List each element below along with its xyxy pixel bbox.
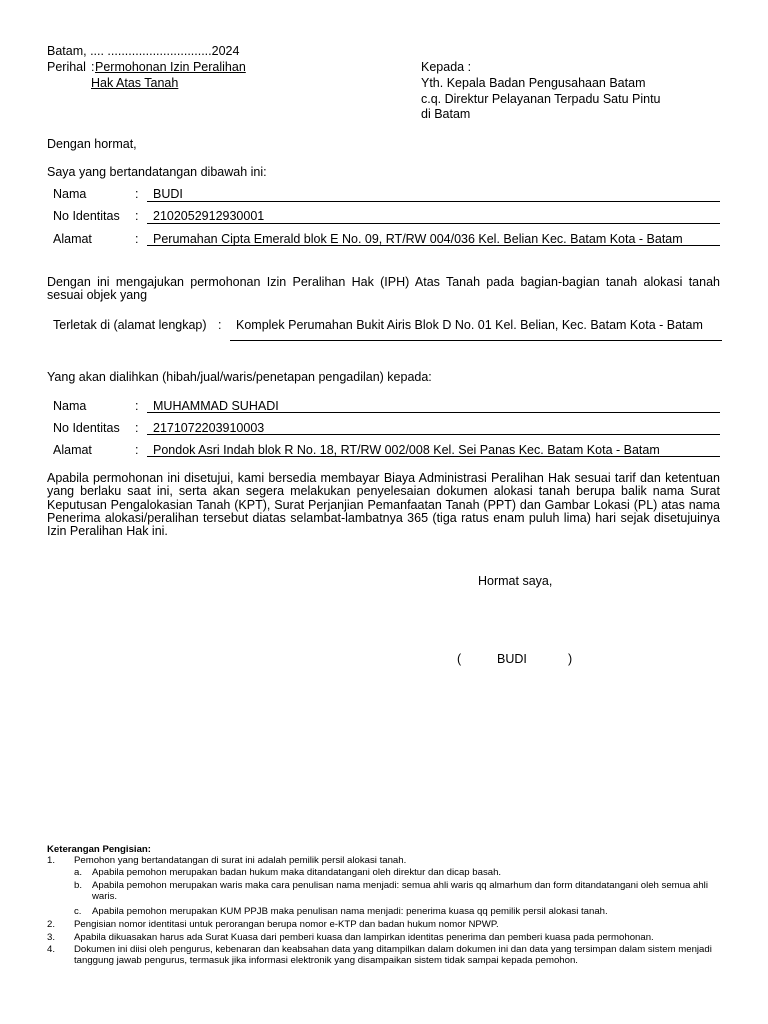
applicant-name-colon: : — [135, 187, 139, 201]
location-colon: : — [218, 318, 222, 332]
recipient-line-3: di Batam — [421, 107, 471, 121]
notes-title: Keterangan Pengisian: — [47, 844, 151, 855]
note-3-text: Apabila dikuasakan harus ada Surat Kuasa dari pemberi kuasa dan lampirkan identitas penerima dan pemberi kuasa pada permohonan. — [74, 932, 654, 943]
closing-greeting: Hormat saya, — [478, 574, 553, 588]
location-line — [230, 340, 722, 341]
statement-paragraph: Apabila permohonan ini disetujui, kami bersedia membayar Biaya Administrasi Peralihan Hak sesuai tarif dan ketentuan yang berlaku saat ini, serta akan segera melakukan penyelesaian dokumen alokasi tanah berupa balik nama Surat Keputusan Pengalokasian Tanah (KPT), Surat Perjanjian Pemanfaatan Tanah (PPT) dan Gambar Lokasi (PL) atas nama Penerima alokasi/peralihan tersebut diatas selambat-lambatnya 365 (tiga ratus enam puluh lima) hari sejak disetujuinya Izin Peralihan Hak ini. — [47, 471, 720, 539]
applicant-name-label: Nama — [53, 187, 87, 201]
applicant-id-value: 2102052912930001 — [153, 209, 265, 223]
applicant-name-value: BUDI — [153, 187, 183, 201]
note-1b-text: Apabila pemohon merupakan waris maka cara penulisan nama menjadi: semua ahli waris qq almarhum dan form ditandatangani oleh semua ahli waris. — [92, 880, 708, 902]
note-4-text: Dokumen ini diisi oleh pengurus, kebenaran dan keabsahan data yang ditampilkan dalam dokumen ini dan data yang tersimpan dalam sistem menjadi tanggung jawab pengurus, termasuk jika informasi elektronik yang disampaikan sistem tidak sampai kepada pemohon. — [74, 944, 712, 966]
transferee-id-colon: : — [135, 421, 139, 435]
location-label: Terletak di (alamat lengkap) — [53, 318, 207, 332]
applicant-address-label: Alamat — [53, 232, 92, 246]
recipient-line-2: c.q. Direktur Pelayanan Terpadu Satu Pintu — [421, 92, 661, 106]
transferee-id-label: No Identitas — [53, 421, 120, 435]
applicant-address-value: Perumahan Cipta Emerald blok E No. 09, RT/RW 004/036 Kel. Belian Kec. Batam Kota - Batam — [153, 232, 683, 246]
note-3-number: 3. — [47, 932, 56, 943]
transferee-id-line — [147, 434, 720, 435]
note-1c-letter: c. — [74, 906, 82, 917]
note-1c-text: Apabila pemohon merupakan KUM PPJB maka penulisan nama menjadi: penerima kuasa qq pemilik persil alokasi tanah. — [92, 906, 608, 917]
transferee-intro: Yang akan dialihkan (hibah/jual/waris/penetapan pengadilan) kepada: — [47, 370, 432, 384]
applicant-intro: Saya yang bertandatangan dibawah ini: — [47, 165, 267, 179]
recipient-line-1: Yth. Kepala Badan Pengusahaan Batam — [421, 76, 646, 90]
note-1a-letter: a. — [74, 867, 83, 878]
note-1-number: 1. — [47, 855, 56, 866]
applicant-name-line — [147, 201, 720, 202]
transferee-name-value: MUHAMMAD SUHADI — [153, 399, 279, 413]
place-date: Batam, .... ..............................2024 — [47, 44, 240, 58]
transferee-id-value: 2171072203910003 — [153, 421, 265, 435]
perihal-colon: : — [91, 60, 95, 74]
signer-name: BUDI — [497, 652, 527, 666]
transferee-address-line — [147, 456, 720, 457]
applicant-id-line — [147, 223, 720, 224]
note-1a-text: Apabila pemohon merupakan badan hukum maka ditandatangani oleh direktur dan dicap basah. — [92, 867, 502, 878]
transferee-name-line — [147, 412, 720, 413]
note-1b-letter: b. — [74, 880, 83, 891]
applicant-address-line — [147, 245, 720, 246]
note-4-number: 4. — [47, 944, 56, 955]
transferee-address-colon: : — [135, 443, 139, 457]
note-1-text: Pemohon yang bertandatangan di surat ini adalah pemilik persil alokasi tanah. — [74, 855, 407, 866]
signature-paren-close: ) — [568, 652, 573, 666]
note-2-text: Pengisian nomor identitasi untuk perorangan berupa nomor e-KTP dan badan hukum nomor NPWP. — [74, 919, 499, 930]
transferee-name-label: Nama — [53, 399, 87, 413]
greeting: Dengan hormat, — [47, 137, 137, 151]
applicant-id-colon: : — [135, 209, 139, 223]
subject-line-1: Permohonan Izin Peralihan — [95, 60, 246, 74]
subject-line-2: Hak Atas Tanah — [91, 76, 179, 90]
request-paragraph: Dengan ini mengajukan permohonan Izin Peralihan Hak (IPH) Atas Tanah pada bagian-bagian tanah alokasi tanah sesuai objek yang — [47, 275, 720, 303]
perihal-label: Perihal — [47, 60, 86, 74]
recipient-kepada: Kepada : — [421, 60, 472, 74]
applicant-id-label: No Identitas — [53, 209, 120, 223]
note-2-number: 2. — [47, 919, 56, 930]
signature-paren-open: ( — [457, 652, 462, 666]
transferee-address-label: Alamat — [53, 443, 92, 457]
applicant-address-colon: : — [135, 232, 139, 246]
transferee-name-colon: : — [135, 399, 139, 413]
location-value: Komplek Perumahan Bukit Airis Blok D No. 01 Kel. Belian, Kec. Batam Kota - Batam — [236, 318, 703, 332]
transferee-address-value: Pondok Asri Indah blok R No. 18, RT/RW 002/008 Kel. Sei Panas Kec. Batam Kota - Batam — [153, 443, 660, 457]
